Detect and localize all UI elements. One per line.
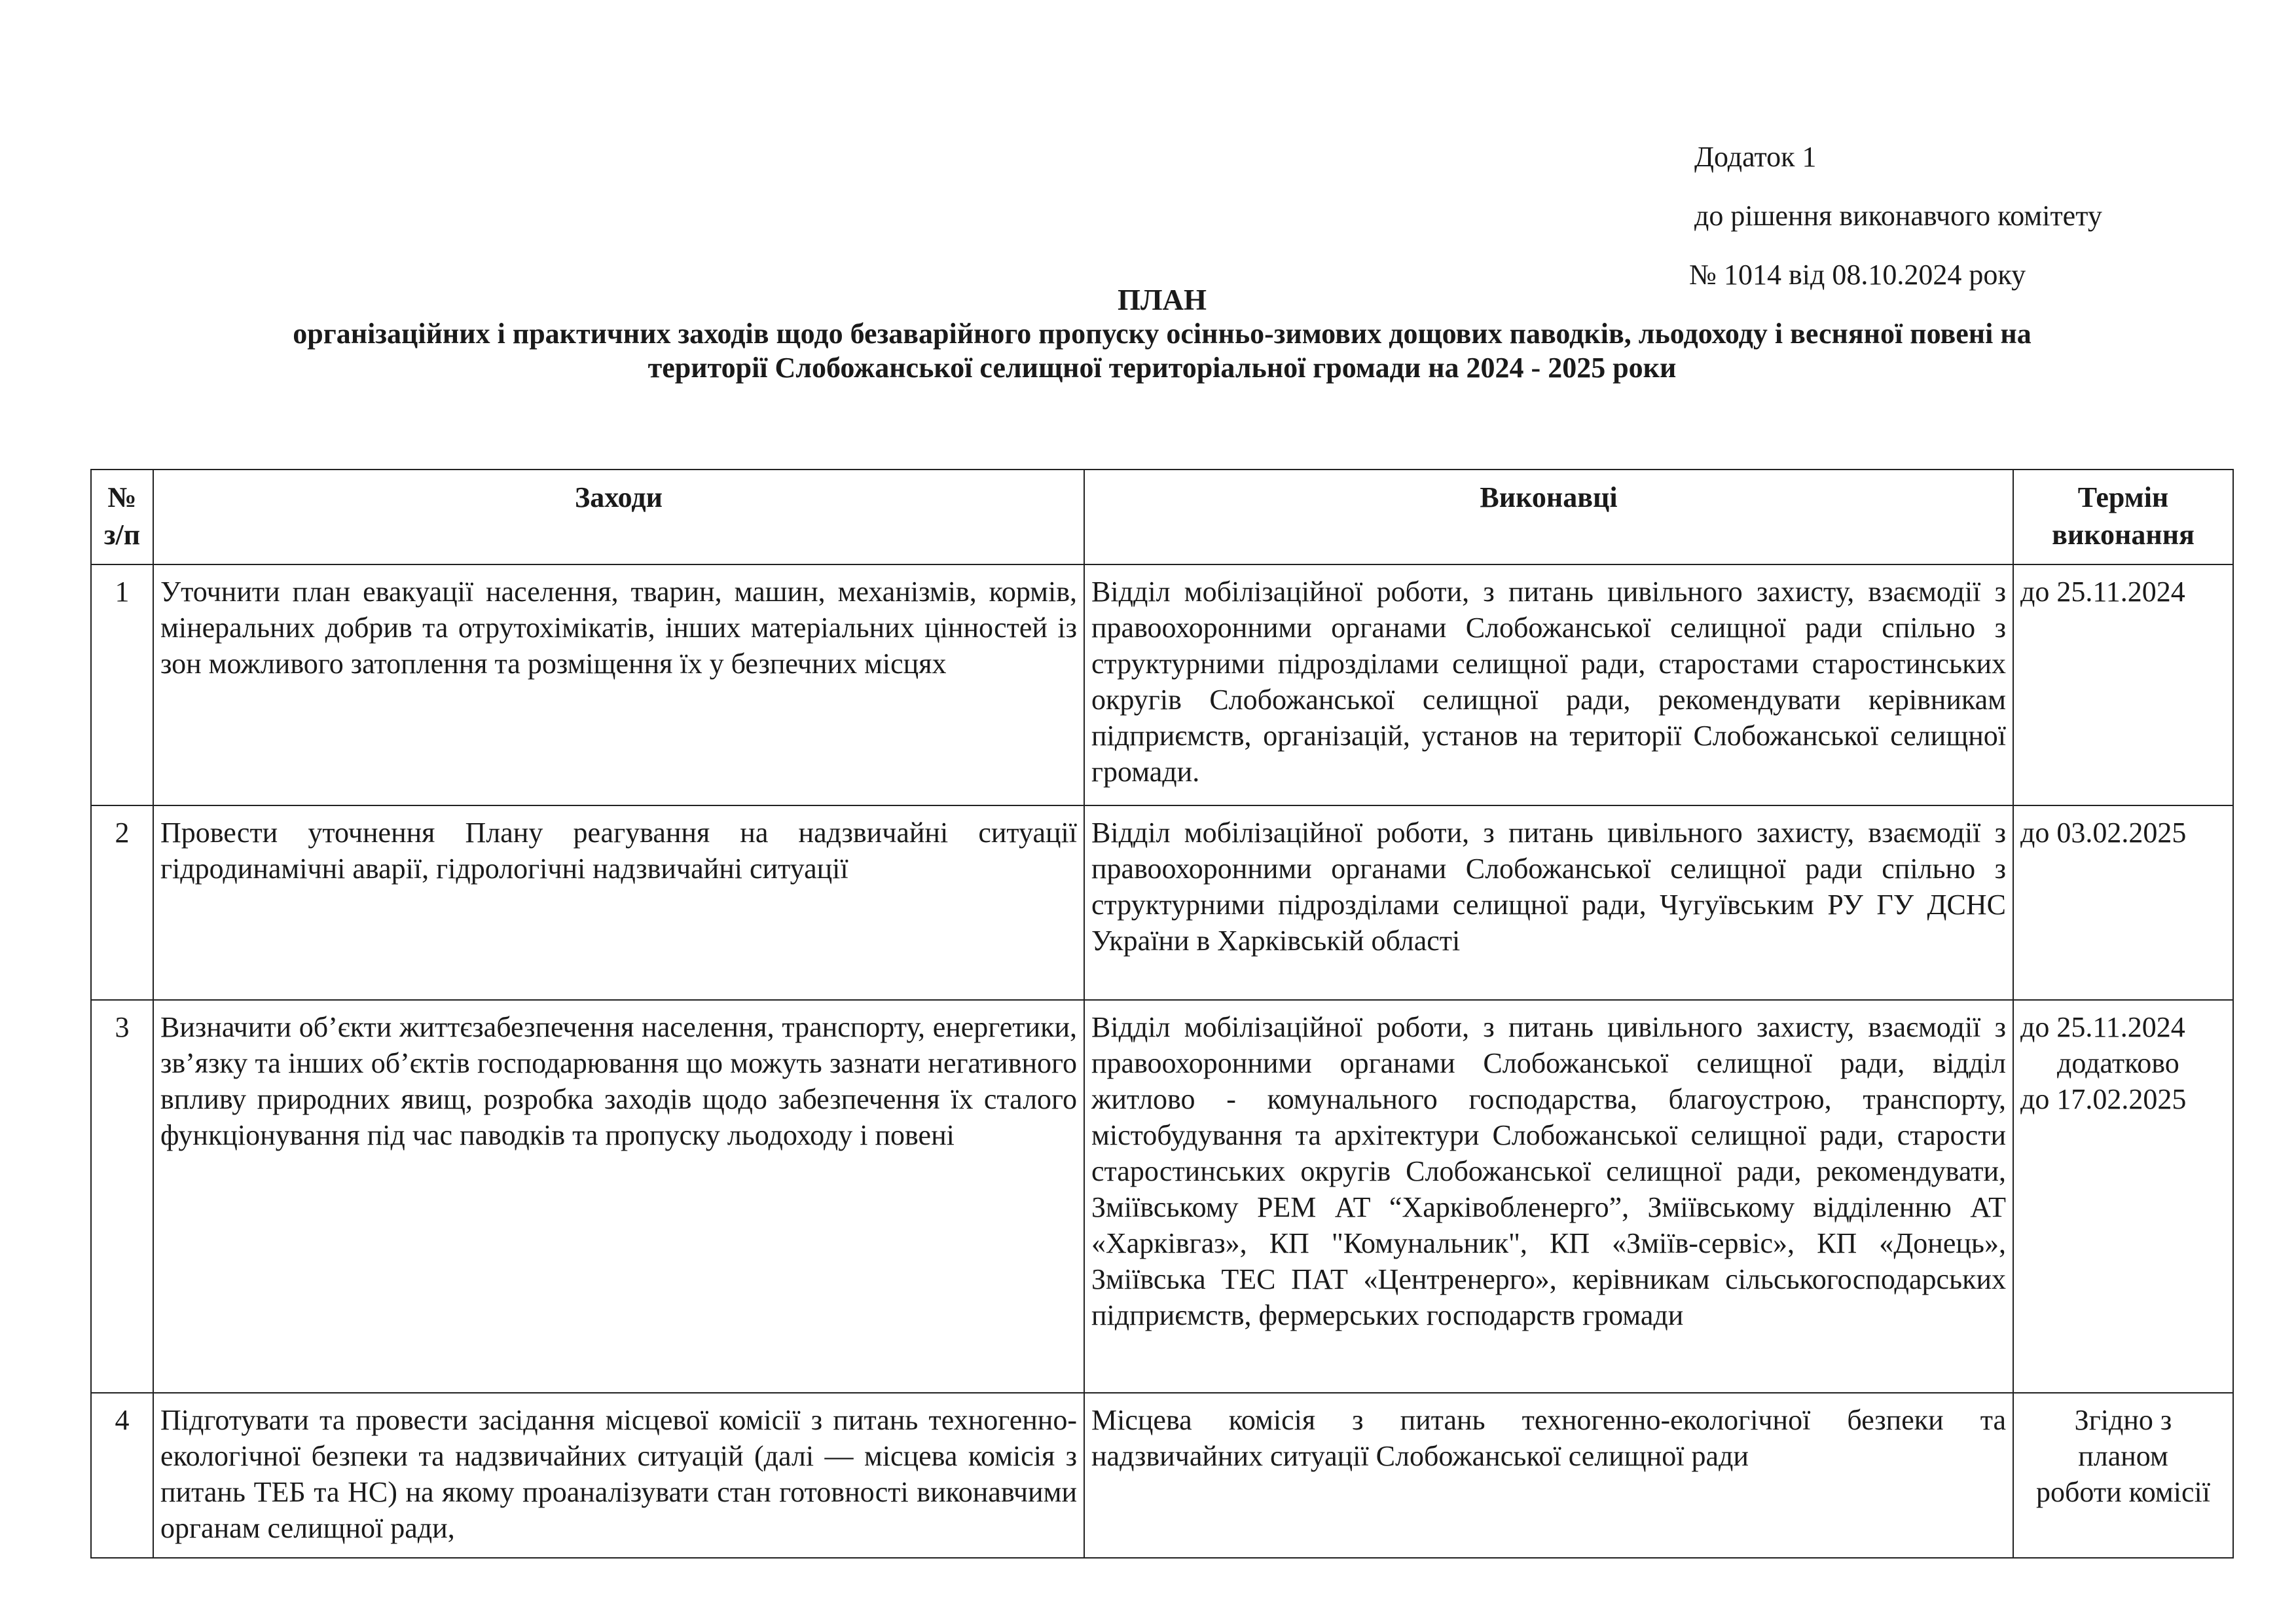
table-row [91,1393,2233,1558]
plan-table [90,469,2234,1559]
title-line-1: ПЛАН [1117,284,1207,316]
row-executor: Відділ мобілізаційної роботи, з питань цивільного захисту, взаємодії з правоохоронними органами Слобожанської селищної ради, відділ житлово - комунального господарства, благоустрою, транспорту, містобудування та архітектури Слобожанської селищної ради, старости старостинських округів Слобожанської селищної ради, рекомендувати, Зміївському РЕМ АТ “Харківобленерго”, Зміївському відділенню АТ «Харківгаз», КП "Комунальник", КП «Зміїв-сервіс», КП «Донець», Зміївська ТЕС ПАТ «Центренерго», керівникам сільськогосподарських підприємств, фермерських господарств громади [1084,1000,2013,1393]
row-term-line: роботи комісії [2036,1476,2210,1508]
addendum-block [1689,128,2102,304]
header-measures: Заходи [153,470,1084,564]
table-row [91,1000,2233,1393]
header-executors: Виконавці [1084,470,2013,564]
title-line-2: організаційних і практичних заходів щодо безаварійного пропуску осінньо-зимових дощових паводків, льодоходу і весняної повені на [293,318,2032,350]
row-term [2013,564,2233,805]
row-measure: Визначити об’єкти життєзабезпечення населення, транспорту, енергетики, зв’язку та інших об’єктів господарювання що можуть зазнати негативного впливу природних явищ, розробка заходів щодо забезпечення їх сталого функціонування під час паводків та пропуску льодоходу і повені [153,1000,1084,1393]
addendum-line-1: Додаток 1 [1694,141,1817,173]
row-number: 3 [91,1000,153,1393]
row-term [2013,1393,2233,1558]
row-term [2013,1000,2233,1393]
row-measure: Підготувати та провести засідання місцевої комісії з питань техногенно-екологічної безпеки та надзвичайних ситуацій (далі — місцева комісія з питань ТЕБ та НС) на якому проаналізувати стан готовності виконавчими органам селищної ради, [153,1393,1084,1558]
table-row [91,564,2233,805]
row-number: 4 [91,1393,153,1558]
table-header-row [91,470,2233,564]
row-measure: Уточнити план евакуації населення, тварин, машин, механізмів, кормів, мінеральних добрив та отрутохімікатів, інших матеріальних цінностей із зон можливого затоплення та розміщення їх у безпечних місцях [153,564,1084,805]
row-executor: Відділ мобілізаційної роботи, з питань цивільного захисту, взаємодії з правоохоронними органами Слобожанської селищної ради спільно з структурними підрозділами селищної ради, Чугуївським РУ ГУ ДСНС України в Харківській області [1084,805,2013,1000]
row-term [2013,805,2233,1000]
row-measure: Провести уточнення Плану реагування на надзвичайні ситуації гідродинамічні аварії, гідрологічні надзвичайні ситуації [153,805,1084,1000]
row-term-line: до 25.11.2024 [2020,576,2185,608]
addendum-line-2: до рішення виконавчого комітету [1694,200,2102,232]
title-line-3: території Слобожанської селищної територіальної громади на 2024 - 2025 роки [647,352,1677,384]
row-number: 2 [91,805,153,1000]
row-term-line: планом [2078,1440,2168,1472]
row-term-line: Згідно з [2074,1404,2172,1436]
row-executor: Місцева комісія з питань техногенно-екологічної безпеки та надзвичайних ситуації Слобожанської селищної ради [1084,1393,2013,1558]
document-title [92,283,2232,385]
row-term-line: додатково [2057,1047,2179,1079]
header-num: № з/п [91,470,153,564]
row-term-line: до 25.11.2024 [2020,1011,2185,1043]
row-term-line: до 03.02.2025 [2020,817,2187,849]
row-executor: Відділ мобілізаційної роботи, з питань цивільного захисту, взаємодії з правоохоронними органами Слобожанської селищної ради спільно з структурними підрозділами селищної ради, старостами старостинських округів Слобожанської селищної ради, рекомендувати керівникам підприємств, організацій, установ на території Слобожанської селищної громади. [1084,564,2013,805]
table-row [91,805,2233,1000]
row-number: 1 [91,564,153,805]
header-term: Термін виконання [2013,470,2233,564]
addendum-line-3: № 1014 від 08.10.2024 року [1689,259,2026,291]
row-term-line: до 17.02.2025 [2020,1083,2187,1115]
